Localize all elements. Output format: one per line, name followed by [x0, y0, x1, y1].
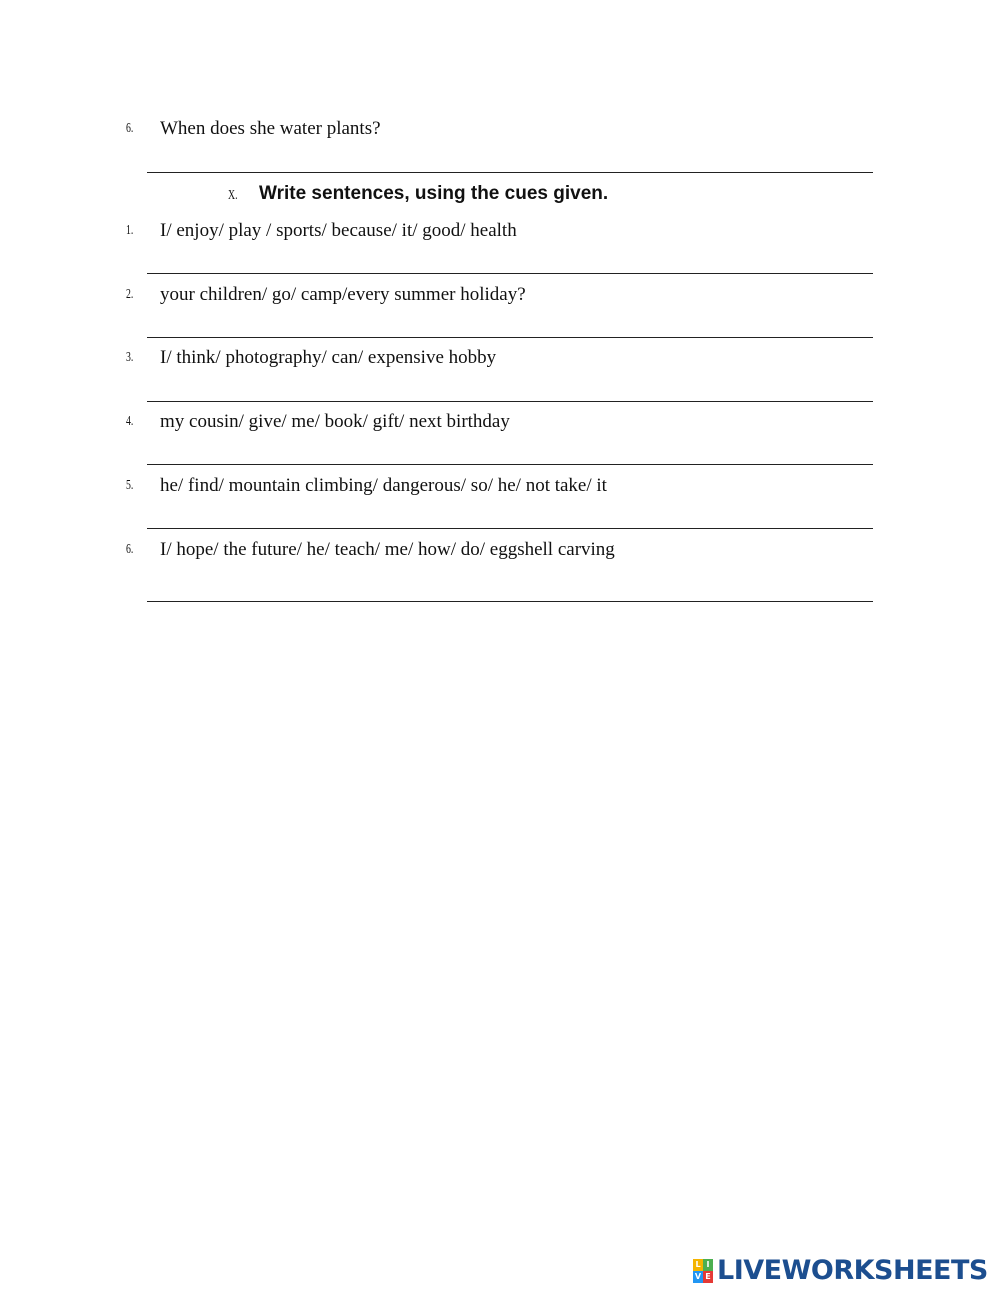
live-badge-icon	[693, 1259, 713, 1283]
logo-letter-e: E	[703, 1271, 713, 1283]
answer-line[interactable]	[147, 464, 873, 465]
item-cue: he/ find/ mountain climbing/ dangerous/ so/ he/ not take/ it	[160, 475, 607, 496]
answer-line[interactable]	[147, 401, 873, 402]
item-cue: your children/ go/ camp/every summer holiday?	[160, 284, 526, 305]
answer-line[interactable]	[147, 528, 873, 529]
answer-line[interactable]	[147, 601, 873, 602]
liveworksheets-logo	[693, 1255, 988, 1286]
item-cue: I/ enjoy/ play / sports/ because/ it/ good/ health	[160, 220, 517, 241]
item-number: 3.	[126, 350, 134, 365]
item-number: 1.	[126, 223, 134, 238]
item-number: 4.	[126, 414, 134, 429]
question-text: When does she water plants?	[160, 118, 381, 139]
item-number: 2.	[126, 287, 134, 302]
logo-letter-i: I	[703, 1259, 713, 1271]
item-cue: I/ think/ photography/ can/ expensive hobby	[160, 347, 497, 368]
logo-letter-l: L	[693, 1259, 703, 1271]
logo-text: LIVEWORKSHEETS	[717, 1255, 988, 1286]
item-cue: I/ hope/ the future/ he/ teach/ me/ how/ do/ eggshell carving	[160, 539, 615, 560]
section-number: X.	[228, 188, 238, 203]
logo-letter-v: V	[694, 1271, 702, 1281]
item-number: 5.	[126, 478, 134, 493]
answer-line[interactable]	[147, 273, 873, 274]
question-number: 6.	[126, 121, 134, 136]
answer-line[interactable]	[147, 172, 873, 173]
item-number: 6.	[126, 542, 134, 557]
item-cue: my cousin/ give/ me/ book/ gift/ next birthday	[160, 411, 510, 432]
answer-line[interactable]	[147, 337, 873, 338]
section-title: Write sentences, using the cues given.	[259, 183, 609, 204]
